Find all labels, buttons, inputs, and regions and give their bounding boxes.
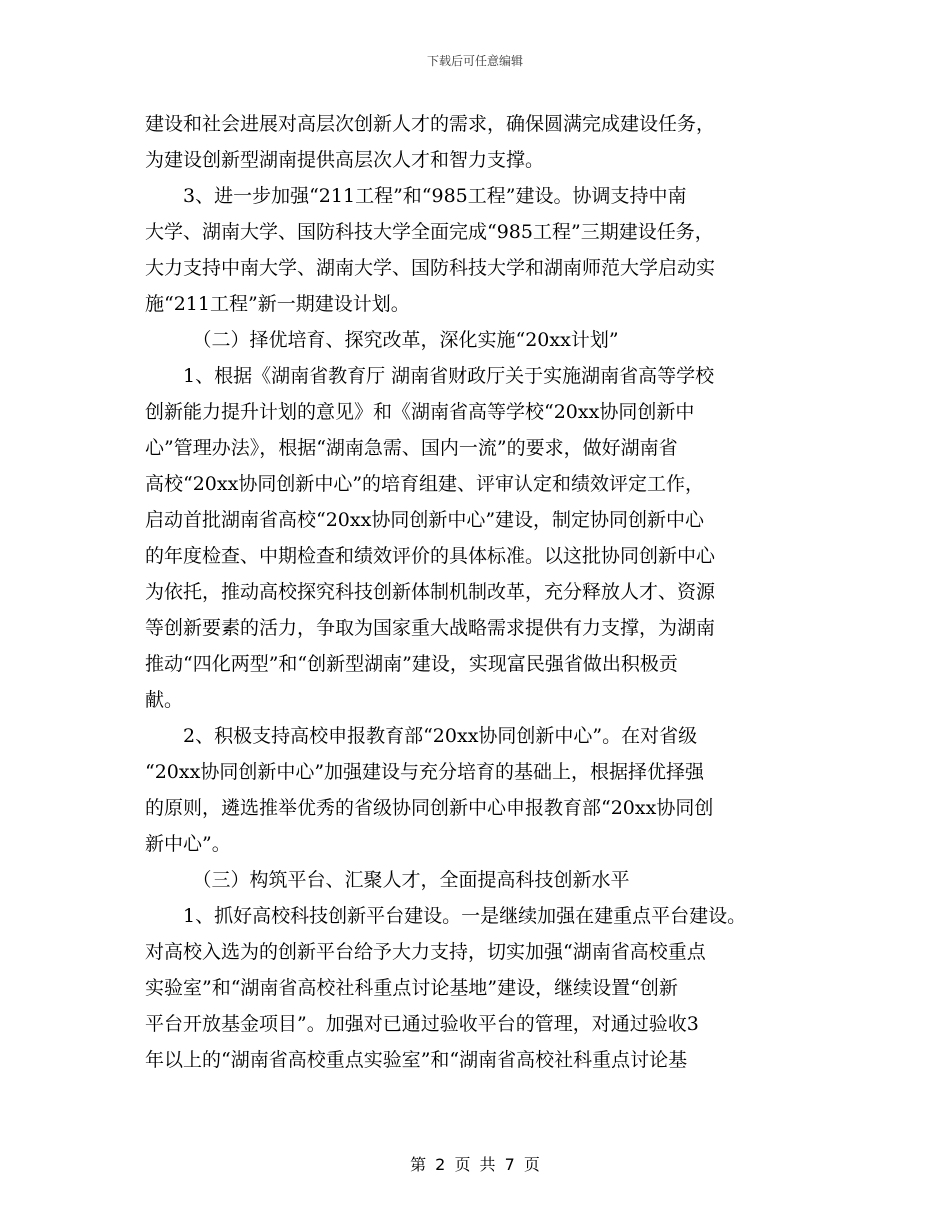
body-line: 为建设创新型湖南提供高层次人才和智力支撑。 xyxy=(145,149,545,171)
body-line: 施“211工程”新一期建设计划。 xyxy=(145,293,410,315)
body-line: 心”管理办法》，根据“湖南急需、国内一流”的要求，做好湖南省 xyxy=(145,437,678,459)
body-line: “20xx协同创新中心”加强建设与充分培育的基础上，根据择优择强 xyxy=(145,761,705,783)
section-heading: （三）构筑平台、汇聚人才，全面提高科技创新水平 xyxy=(145,869,630,891)
body-line: 对高校入选为的创新平台给予大力支持，切实加强“湖南省高校重点 xyxy=(145,941,706,963)
body-line: 大力支持中南大学、湖南大学、国防科技大学和湖南师范大学启动实 xyxy=(145,257,716,279)
body-line: 的年度检查、中期检查和绩效评价的具体标准。以这批协同创新中心 xyxy=(145,545,716,567)
body-line: 的原则，遴选推举优秀的省级协同创新中心申报教育部“20xx协同创 xyxy=(145,797,714,819)
body-line: 献。 xyxy=(145,689,184,711)
body-line: 3、进一步加强“211工程”和“985工程”建设。协调支持中南 xyxy=(145,185,687,207)
page-number: 第 2 页 共 7 页 xyxy=(410,1155,540,1174)
document-body xyxy=(145,106,845,1078)
body-line: 1、抓好高校科技创新平台建设。一是继续加强在建重点平台建设。 xyxy=(145,905,747,927)
body-line: 实验室”和“湖南省高校社科重点讨论基地”建设，继续设置“创新 xyxy=(145,977,678,999)
body-line: 建设和社会进展对高层次创新人才的需求，确保圆满完成建设任务， xyxy=(145,113,716,135)
body-line: 大学、湖南大学、国防科技大学全面完成“985工程”三期建设任务， xyxy=(145,221,714,243)
page-header: 下载后可任意编辑 xyxy=(426,54,523,68)
body-line: 新中心”。 xyxy=(145,833,231,855)
section-heading: （二）择优培育、探究改革，深化实施“20xx计划” xyxy=(145,329,619,351)
body-line: 2、积极支持高校申报教育部“20xx协同创新中心”。在对省级 xyxy=(145,725,698,747)
body-line: 为依托，推动高校探究科技创新体制机制改革，充分释放人才、资源 xyxy=(145,581,716,603)
body-line: 启动首批湖南省高校“20xx协同创新中心”建设，制定协同创新中心 xyxy=(145,509,705,531)
body-line: 推动“四化两型”和“创新型湖南”建设，实现富民强省做出积极贡 xyxy=(145,653,678,675)
body-line: 高校“20xx协同创新中心”的培育组建、评审认定和绩效评定工作， xyxy=(145,473,705,495)
body-line: 等创新要素的活力，争取为国家重大战略需求提供有力支撑，为湖南 xyxy=(145,617,716,639)
body-line: 1、根据《湖南省教育厅 湖南省财政厅关于实施湖南省高等学校 xyxy=(145,365,715,387)
body-line: 创新能力提升计划的意见》和《湖南省高等学校“20xx协同创新中 xyxy=(145,401,695,423)
body-line: 平台开放基金项目”。加强对已通过验收平台的管理，对通过验收3 xyxy=(145,1013,699,1035)
body-line: 年以上的“湖南省高校重点实验室”和“湖南省高校社科重点讨论基 xyxy=(145,1049,688,1071)
